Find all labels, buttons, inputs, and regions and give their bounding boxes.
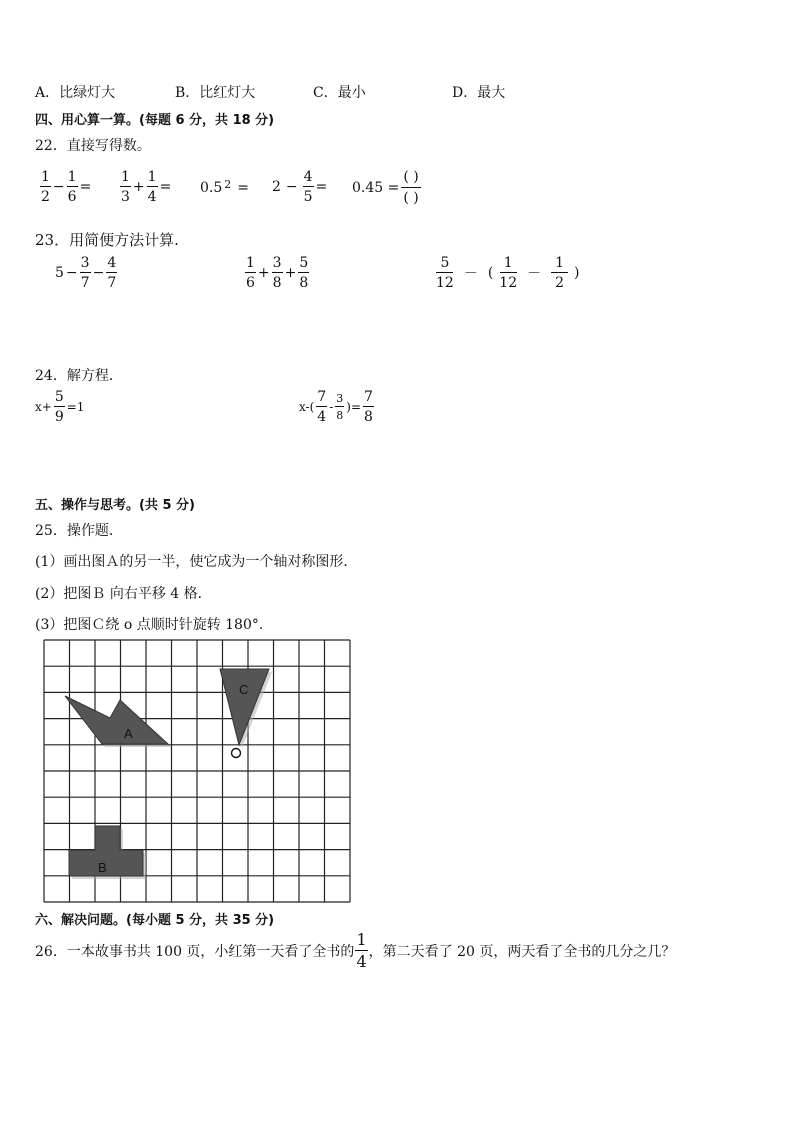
q22-expr-3 bbox=[200, 177, 249, 196]
q23-expr-1 bbox=[55, 256, 117, 290]
q26-suffix: ，第二天看了 20 页，两天看了全书的几分之几？ bbox=[368, 944, 676, 960]
numerator: 5 bbox=[54, 389, 64, 405]
rotation-point-o bbox=[232, 749, 241, 758]
numerator: 3 bbox=[80, 255, 90, 271]
q25-label: 25．操作题． bbox=[35, 523, 123, 539]
equals: = bbox=[79, 179, 92, 195]
option-d: D．最大 bbox=[452, 85, 506, 101]
q22-label: 22．直接写得数。 bbox=[35, 138, 151, 154]
prefix: x-( bbox=[299, 400, 315, 414]
numerator: 1 bbox=[147, 169, 157, 185]
operator: + bbox=[132, 179, 145, 195]
denominator: 6 bbox=[246, 275, 255, 291]
q25-step-2: (2）把图Ｂ 向右平移 4 格． bbox=[35, 586, 212, 602]
numerator: 7 bbox=[317, 389, 327, 405]
numerator: 1 bbox=[121, 169, 130, 185]
q23-expr-2 bbox=[245, 256, 309, 290]
q24-eq-1 bbox=[35, 390, 84, 424]
operator: − bbox=[65, 265, 78, 281]
denominator: 8 bbox=[336, 409, 344, 422]
blank-denominator: ( ) bbox=[403, 190, 419, 206]
denominator: 8 bbox=[364, 409, 373, 425]
shape-b-label: B bbox=[98, 860, 107, 875]
numerator: 1 bbox=[246, 255, 255, 271]
option-b: B．比红灯大 bbox=[175, 85, 256, 101]
q25-step-1: (1）画出图Ａ的另一半，使它成为一个轴对称图形． bbox=[35, 554, 358, 570]
numerator: 1 bbox=[500, 256, 517, 273]
equals: = bbox=[237, 180, 249, 196]
option-c: C．最小 bbox=[313, 85, 366, 101]
equals: = bbox=[315, 179, 328, 195]
numerator: 1 bbox=[41, 169, 50, 185]
section-5-title: 五、操作与思考。(共 5 分) bbox=[35, 498, 195, 513]
denominator: 8 bbox=[299, 275, 309, 291]
base: 0.5 bbox=[200, 180, 223, 196]
q26-text bbox=[35, 932, 675, 970]
operator: + bbox=[284, 265, 297, 281]
shape-c-label: C bbox=[239, 682, 249, 697]
lhs: 0.45 = bbox=[352, 179, 400, 196]
denominator: 12 bbox=[436, 275, 454, 291]
q26-prefix: 26．一本故事书共 100 页，小红第一天看了全书的 bbox=[35, 944, 355, 960]
left-paren: ( bbox=[487, 265, 494, 281]
section-4-title: 四、用心算一算。(每题 6 分，共 18 分) bbox=[35, 113, 275, 128]
equals: = bbox=[159, 179, 172, 195]
operator: － bbox=[463, 266, 478, 282]
q22-expr-1 bbox=[40, 170, 91, 204]
operator: − bbox=[52, 179, 65, 195]
numerator: 5 bbox=[436, 256, 453, 273]
suffix: =1 bbox=[66, 400, 85, 414]
middle: )= bbox=[346, 400, 362, 414]
q22-expr-2 bbox=[120, 170, 171, 204]
numerator: 1 bbox=[67, 169, 77, 185]
operator: － bbox=[527, 266, 542, 282]
q23-label: 23．用简便方法计算. bbox=[35, 231, 179, 249]
denominator: 2 bbox=[555, 275, 565, 291]
denominator: 6 bbox=[67, 189, 77, 205]
denominator: 7 bbox=[107, 275, 117, 291]
numerator: 4 bbox=[107, 255, 117, 271]
right-paren: ) bbox=[574, 265, 580, 281]
prefix: x+ bbox=[35, 400, 52, 414]
q24-eq-2 bbox=[299, 390, 374, 424]
operator: - bbox=[329, 400, 334, 414]
numerator: 1 bbox=[356, 930, 367, 949]
denominator: 5 bbox=[303, 189, 313, 205]
numerator: 3 bbox=[272, 255, 282, 271]
operator: − bbox=[92, 265, 105, 281]
section-6-title: 六、解决问题。(每小题 5 分，共 35 分) bbox=[35, 913, 275, 928]
denominator: 4 bbox=[317, 409, 327, 425]
denominator: 12 bbox=[499, 275, 518, 291]
denominator: 8 bbox=[272, 275, 282, 291]
operator: − bbox=[285, 179, 298, 195]
grid-figure bbox=[40, 638, 354, 904]
blank-numerator: ( ) bbox=[401, 170, 420, 188]
whole-number: 2 bbox=[272, 179, 281, 195]
numerator: 4 bbox=[303, 169, 313, 185]
denominator: 4 bbox=[147, 189, 157, 205]
q22-expr-5 bbox=[352, 170, 421, 205]
operator: + bbox=[257, 265, 270, 281]
shape-c bbox=[220, 669, 272, 748]
denominator: 4 bbox=[356, 952, 367, 971]
q23-expr-3 bbox=[436, 256, 580, 290]
whole-number: 5 bbox=[55, 265, 64, 281]
shape-b bbox=[69, 826, 146, 879]
option-a: A．比绿灯大 bbox=[35, 85, 116, 101]
numerator: 1 bbox=[551, 256, 568, 273]
numerator: 5 bbox=[299, 255, 309, 271]
denominator: 3 bbox=[121, 189, 130, 205]
denominator: 7 bbox=[80, 275, 90, 291]
q25-step-3: (3）把图Ｃ绕 o 点顺时针旋转 180°. bbox=[35, 617, 264, 633]
denominator: 2 bbox=[41, 189, 50, 205]
exponent: 2 bbox=[224, 177, 232, 191]
denominator: 9 bbox=[54, 409, 64, 425]
q22-expr-4 bbox=[272, 170, 327, 204]
q24-label: 24．解方程． bbox=[35, 368, 123, 384]
shape-a bbox=[65, 696, 171, 747]
numerator: 3 bbox=[336, 392, 344, 405]
shape-a-label: A bbox=[124, 726, 133, 741]
numerator: 7 bbox=[364, 389, 373, 405]
